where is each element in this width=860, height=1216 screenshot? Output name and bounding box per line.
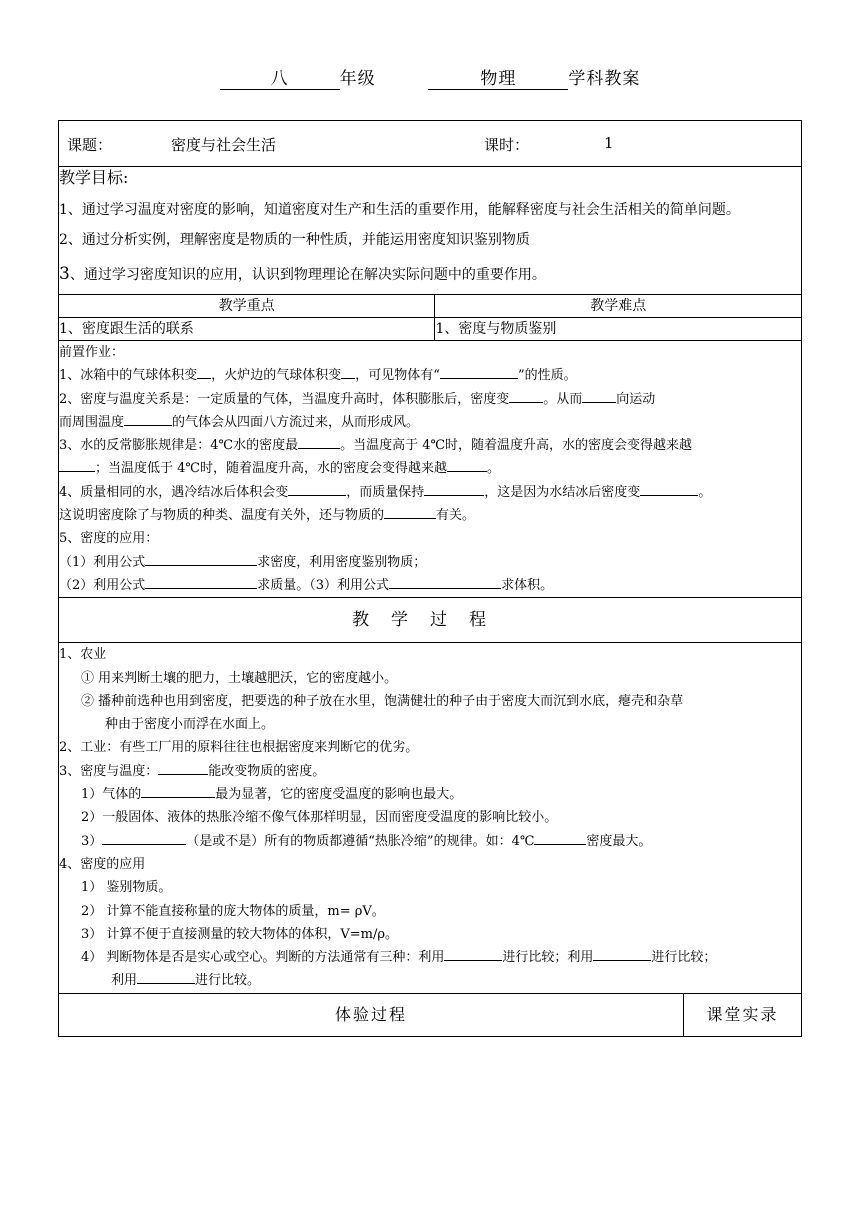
process-s1-2-cont: 种由于密度小而浮在水面上。 (105, 717, 275, 733)
topic-label: 课题： (67, 136, 113, 154)
difficulty-item: 1、密度与物质鉴别 (435, 318, 802, 341)
document-header (0, 64, 860, 90)
process-s4-3: 3） 计算不便于直接测量的较大物体的体积，V=m/ρ。 (81, 926, 399, 942)
preview-q3: 3、水的反常膨胀规律是：4℃水的密度最 。当温度高于 4℃时，随着温度升高，水的密度会变得越来越 (59, 434, 801, 457)
subject-suffix: 学科教案 (568, 69, 641, 89)
experience-process-cell: 体验过程 (59, 993, 684, 1036)
lesson-title-row (59, 121, 802, 167)
teaching-process (59, 643, 802, 993)
goal-1: 1、通过学习温度对密度的影响，知道密度对生产和生活的重要作用，能解释密度与社会生活相关的简单问题。 (59, 202, 740, 218)
process-s3: 3、密度与温度： 能改变物质的密度。 (59, 760, 801, 783)
process-s1-2: ② 播种前选种也用到密度，把要选的种子放在水里，饱满健壮的种子由于密度大而沉到水底，瘪壳和杂草 (81, 693, 684, 709)
preview-q5-1: （1）利用公式 求密度，利用密度鉴别物质； (59, 551, 801, 574)
classroom-record-cell: 课堂实录 (684, 993, 802, 1036)
goal-2: 2、通过分析实例，理解密度是物质的一种性质，并能运用密度知识鉴别物质 (59, 232, 530, 248)
process-s4-1: 1） 鉴别物质。 (81, 880, 172, 896)
preview-q3-cont: ；当温度低于 4℃时，随着温度升高，水的密度会变得越来越 。 (59, 457, 801, 480)
preview-heading: 前置作业： (59, 345, 125, 360)
subject-value: 物理 (428, 69, 568, 90)
process-s2: 2、工业：有些工厂用的原料往往也根据密度来判断它的优劣。 (59, 740, 419, 756)
process-s4-4-cont: 利用 进行比较。 (59, 969, 801, 992)
preview-q4: 4、质量相同的水，遇冷结冰后体积会变 ，而质量保持 ，这是因为水结冰后密度变 。 (59, 481, 801, 504)
process-s1-1: ① 用来判断土壤的肥力，土壤越肥沃，它的密度越小。 (81, 670, 398, 686)
process-s3-3: 3） （是或不是）所有的物质都遵循“热胀冷缩”的规律。如：4℃ 密度最大。 (59, 830, 801, 853)
preview-q5: 5、密度的应用： (59, 531, 159, 547)
topic-value: 密度与社会生活 (171, 136, 277, 154)
lesson-plan-table (58, 120, 802, 1037)
preview-q2: 2、密度与温度关系是：一定质量的气体，当温度升高时，体积膨胀后，密度变 。从而 向运动 (59, 388, 801, 411)
period-label: 课时： (484, 136, 530, 154)
process-s4: 4、密度的应用 (59, 856, 146, 872)
focus-heading: 教学重点 (59, 295, 435, 318)
process-heading: 教学过程 (59, 598, 802, 643)
preview-q1: 1、冰箱中的气球体积变 ，火炉边的气球体积变 ，可见物体有“ ”的性质。 (59, 364, 801, 387)
grade-suffix: 年级 (339, 69, 376, 89)
teaching-goals (59, 167, 802, 295)
process-s4-4: 4） 判断物体是否是实心或空心。判断的方法通常有三种：利用 进行比较；利用 进行比较； (59, 946, 801, 969)
focus-item: 1、密度跟生活的联系 (59, 318, 435, 341)
preview-q4-cont: 这说明密度除了与物质的种类、温度有关外，还与物质的 有关。 (59, 504, 801, 527)
period-value: 1 (604, 134, 614, 152)
process-s3-2: 2）一般固体、液体的热胀冷缩不像气体那样明显，因而密度受温度的影响比较小。 (81, 810, 558, 826)
goal-3: 3、通过学习密度知识的应用，认识到物理理论在解决实际问题中的重要作用。 (59, 264, 546, 284)
difficulty-heading: 教学难点 (435, 295, 802, 318)
process-s3-1: 1）气体的 最为显著，它的密度受温度的影响也最大。 (59, 783, 801, 806)
goals-heading: 教学目标: (59, 168, 129, 187)
preview-homework (59, 341, 802, 598)
preview-q2-cont: 而周围温度 的气体会从四面八方流过来，从而形成风。 (59, 411, 801, 434)
process-s1: 1、农业 (59, 647, 107, 663)
grade-value: 八 (220, 69, 340, 90)
process-s4-2: 2） 计算不能直接称量的庞大物体的质量，m= ρV。 (81, 903, 385, 919)
preview-q5-2: （2）利用公式 求质量。（3）利用公式 求体积。 (59, 574, 801, 597)
